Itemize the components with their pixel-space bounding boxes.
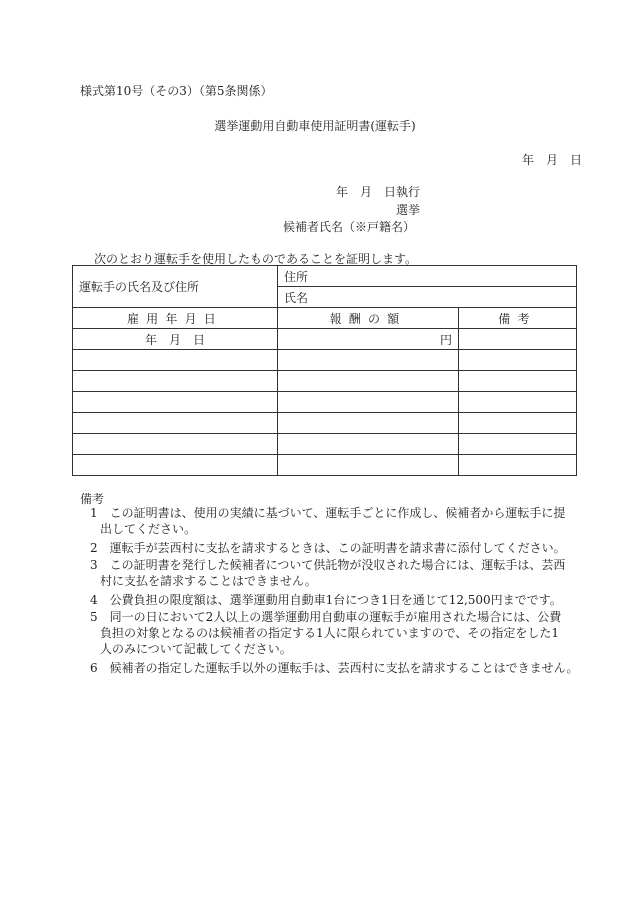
remarks-cell[interactable] — [459, 455, 577, 476]
employment-date-cell[interactable]: 年 月 日 — [73, 329, 278, 350]
table-row — [73, 350, 577, 371]
column-header-remuneration: 報酬の額 — [278, 308, 459, 329]
remarks-cell[interactable] — [459, 371, 577, 392]
note-text: 村に支払を請求することはできません。 — [100, 574, 317, 588]
driver-name-field[interactable] — [278, 287, 577, 308]
remarks-cell[interactable] — [459, 350, 577, 371]
remuneration-cell[interactable] — [278, 350, 459, 371]
note-text: 同一の日において2人以上の選挙運動用自動車の運転手が雇用された場合には、公費 — [109, 610, 562, 624]
employment-date-cell[interactable] — [73, 455, 278, 476]
form-number: 様式第10号（その3）（第5条関係） — [80, 84, 273, 98]
document-title: 選挙運動用自動車使用証明書(運転手) — [214, 119, 416, 133]
table-row — [73, 455, 577, 476]
table-row — [73, 371, 577, 392]
remarks-cell[interactable] — [459, 413, 577, 434]
note-number: 4 — [90, 593, 98, 607]
note-number: 6 — [90, 661, 98, 675]
name-label: 氏名 — [284, 290, 309, 305]
note-item — [90, 660, 578, 676]
note-text: この証明書は、使用の実績に基づいて、運転手ごとに作成し、候補者から運転手に提 — [109, 506, 566, 520]
note-number: 1 — [90, 506, 98, 520]
certification-statement: 次のとおり運転手を使用したものであることを証明します。 — [94, 252, 418, 266]
table-row — [73, 392, 577, 413]
driver-address-field[interactable] — [278, 266, 577, 287]
note-text: 負担の対象となるのは候補者の指定する1人に限られていますので、その指定をした1 — [100, 626, 560, 640]
table-row — [73, 413, 577, 434]
employment-date-cell[interactable] — [73, 371, 278, 392]
employment-date-cell[interactable] — [73, 434, 278, 455]
remuneration-cell[interactable] — [278, 371, 459, 392]
note-item — [90, 592, 562, 608]
note-text: この証明書を発行した候補者について供託物が没収された場合には、運転手は、芸西 — [109, 558, 566, 572]
remuneration-cell[interactable] — [278, 434, 459, 455]
note-text: 公費負担の限度額は、選挙運動用自動車1台につき1日を通じて12,500円までです。 — [109, 593, 562, 607]
remarks-cell[interactable] — [459, 434, 577, 455]
notes-heading: 備考 — [80, 492, 105, 506]
remarks-cell[interactable] — [459, 329, 577, 350]
remuneration-cell[interactable]: 円 — [278, 329, 459, 350]
address-label: 住所 — [284, 269, 309, 284]
note-number: 2 — [90, 541, 98, 555]
employment-date-cell[interactable] — [73, 413, 278, 434]
table-row — [73, 434, 577, 455]
certificate-table — [72, 265, 577, 476]
note-text: 出してください。 — [100, 522, 197, 536]
note-item — [90, 540, 566, 556]
note-text: 候補者の指定した運転手以外の運転手は、芸西村に支払を請求することはできません。 — [109, 661, 579, 675]
issue-date-line: 年 月 日 — [521, 153, 582, 167]
column-header-employment-date: 雇用年月日 — [73, 308, 278, 329]
note-number: 3 — [90, 558, 98, 572]
table-row — [73, 329, 577, 350]
employment-date-cell[interactable] — [73, 350, 278, 371]
note-text: 人のみについて記載してください。 — [100, 642, 292, 656]
note-item — [90, 505, 565, 537]
driver-name-address-label: 運転手の氏名及び住所 — [73, 266, 278, 308]
column-header-remarks: 備考 — [459, 308, 577, 329]
election-name-line: 選挙 — [396, 203, 421, 217]
note-number: 5 — [90, 610, 98, 624]
note-item — [90, 609, 561, 657]
remarks-cell[interactable] — [459, 392, 577, 413]
candidate-name-line: 候補者氏名（※戸籍名） — [283, 220, 416, 234]
note-item — [90, 557, 565, 589]
note-text: 運転手が芸西村に支払を請求するときは、この証明書を請求書に添付してください。 — [109, 541, 566, 555]
remuneration-cell[interactable] — [278, 392, 459, 413]
remuneration-cell[interactable] — [278, 413, 459, 434]
execution-date-line: 年 月 日執行 — [336, 185, 421, 199]
remuneration-cell[interactable] — [278, 455, 459, 476]
employment-date-cell[interactable] — [73, 392, 278, 413]
